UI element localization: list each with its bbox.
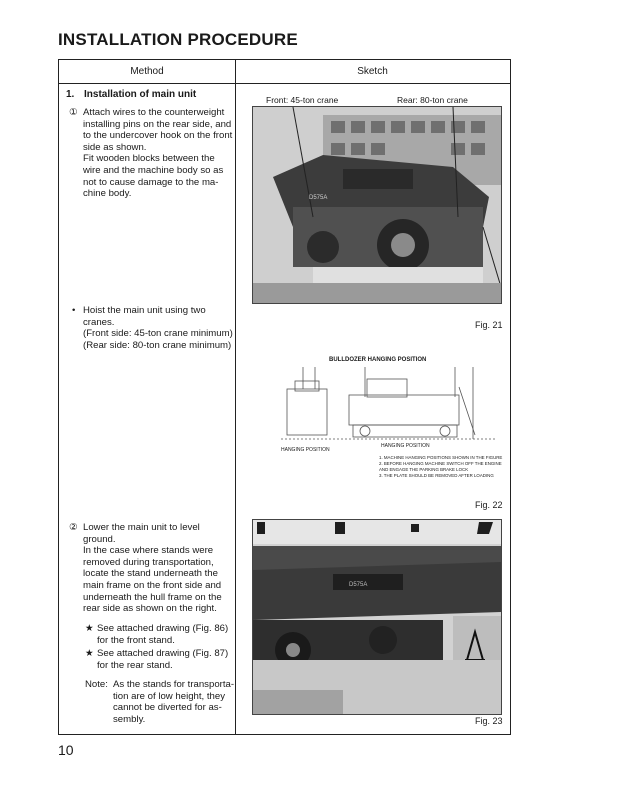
ref-rear-stand bbox=[97, 648, 228, 671]
step2-line: main frame on the front side and bbox=[83, 579, 222, 591]
section-title bbox=[66, 89, 196, 100]
hoist-line: cranes. bbox=[83, 316, 115, 328]
section-title-text: Installation of main unit bbox=[84, 89, 197, 100]
step1-text bbox=[83, 107, 232, 200]
step1-line: Fit wooden blocks between the bbox=[83, 153, 215, 165]
fig21-caption: Fig. 21 bbox=[475, 320, 503, 330]
page-number: 10 bbox=[58, 742, 74, 758]
fig21-photo bbox=[252, 106, 502, 304]
step1-line: not to cause damage to the ma- bbox=[83, 176, 219, 188]
note-label: Note: bbox=[85, 679, 108, 690]
fig22-drawing bbox=[281, 357, 503, 497]
drawing-notes bbox=[379, 455, 502, 479]
step2-line: ground. bbox=[83, 533, 116, 545]
note-text bbox=[113, 679, 234, 725]
hanging-label-right: HANGING POSITION bbox=[381, 443, 430, 449]
step2-marker: ② bbox=[69, 522, 78, 533]
ref-star-icon: ★ bbox=[85, 623, 94, 634]
stand-photo-graphic bbox=[253, 520, 501, 714]
rear-crane-label: Rear: 80-ton crane bbox=[397, 95, 468, 105]
note-line: sembly. bbox=[113, 713, 146, 725]
ref-line: for the front stand. bbox=[97, 634, 175, 646]
step1-line: Attach wires to the counterweight bbox=[83, 107, 225, 118]
step1-line: wire and the machine body so as bbox=[83, 164, 224, 176]
machine-badge: D575A bbox=[349, 582, 368, 588]
drawing-note: 2. BEFORE HANGING MACHINE SWITCH OFF THE ENGINE bbox=[379, 461, 502, 466]
hoist-text bbox=[83, 305, 233, 351]
method-column-header: Method bbox=[59, 60, 235, 84]
fig23-caption: Fig. 23 bbox=[475, 716, 503, 726]
note-line: tion are of low height, they bbox=[113, 690, 225, 702]
step1-line: to the undercover hook on the front bbox=[83, 130, 233, 142]
step2-line: Lower the main unit to level bbox=[83, 522, 200, 533]
step2-line: rear side as shown on the right. bbox=[83, 603, 217, 615]
hoist-line: (Rear side: 80-ton crane minimum) bbox=[83, 339, 232, 351]
note-line: As the stands for transporta- bbox=[113, 679, 235, 690]
step2-text bbox=[83, 522, 222, 615]
column-divider bbox=[235, 60, 236, 734]
procedure-table bbox=[58, 59, 511, 735]
ref-front-stand bbox=[97, 623, 228, 646]
hanging-position-diagram bbox=[281, 367, 495, 443]
section-number: 1. bbox=[66, 89, 75, 100]
step2-line: In the case where stands were bbox=[83, 545, 214, 557]
hoist-line: Hoist the main unit using two bbox=[83, 305, 206, 316]
ref-line: See attached drawing (Fig. 87) bbox=[97, 648, 229, 659]
hoist-line: (Front side: 45-ton crane minimum) bbox=[83, 328, 233, 340]
note-line: cannot be diverted for as- bbox=[113, 702, 222, 714]
drawing-title: BULLDOZER HANGING POSITION bbox=[329, 357, 427, 363]
fig22-caption: Fig. 22 bbox=[475, 500, 503, 510]
fig23-photo bbox=[252, 519, 502, 715]
step1-marker: ① bbox=[69, 107, 78, 118]
step2-line: removed during transportation, bbox=[83, 556, 214, 568]
drawing-note: 1. MACHINE HANGING POSITIONS SHOWN IN THE FIGURE bbox=[379, 455, 503, 460]
machine-badge: D575A bbox=[309, 195, 328, 201]
ref-line: See attached drawing (Fig. 86) bbox=[97, 623, 229, 634]
hoisting-photo-graphic bbox=[253, 107, 501, 303]
front-crane-label: Front: 45-ton crane bbox=[266, 95, 339, 105]
hanging-label-left: HANGING POSITION bbox=[281, 447, 330, 453]
page-title: INSTALLATION PROCEDURE bbox=[58, 30, 298, 49]
ref-line: for the rear stand. bbox=[97, 659, 173, 671]
sketch-column-header: Sketch bbox=[235, 60, 510, 84]
drawing-note: AND ENGAGE THE PARKING BRAKE LOCK bbox=[379, 467, 469, 472]
step2-line: underneath the hull frame on the bbox=[83, 591, 222, 603]
step1-line: installing pins on the rear side, and bbox=[83, 118, 232, 130]
step1-line: side as shown. bbox=[83, 141, 147, 153]
step2-line: locate the stand underneath the bbox=[83, 568, 218, 580]
step1-line: chine body. bbox=[83, 188, 132, 200]
hoist-bullet: • bbox=[72, 305, 76, 316]
drawing-note: 3. THE PLATE SHOULD BE REMOVED AFTER LOADING bbox=[379, 473, 494, 478]
ref-star-icon: ★ bbox=[85, 648, 94, 659]
